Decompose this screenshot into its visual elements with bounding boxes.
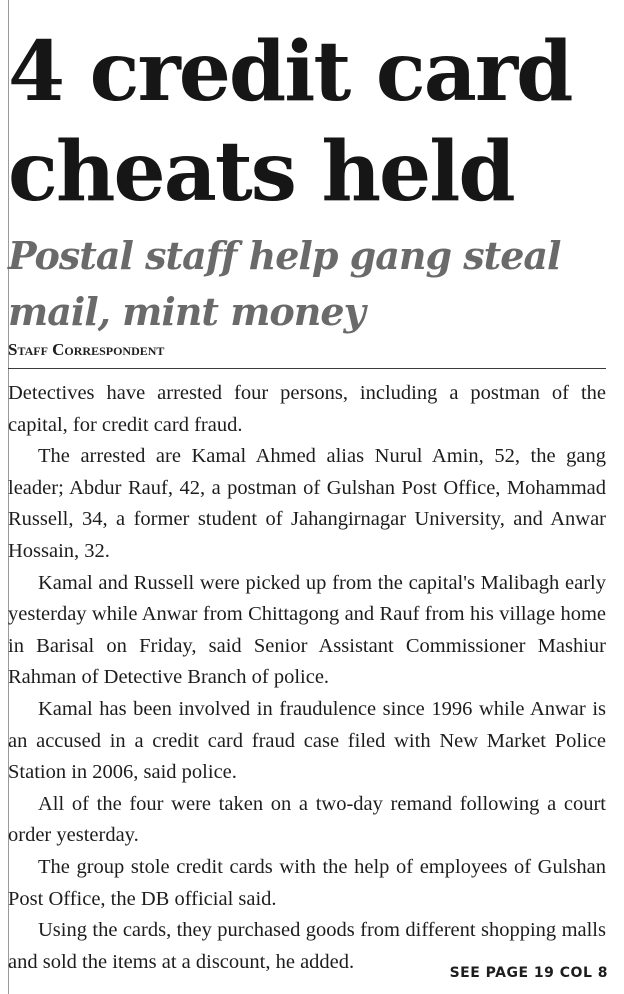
paragraph-history: Kamal has been involved in fraudulence since 1996 while Anwar is an accused in a credit card fraud case filed with New Market Police Station in 2006, said police. [8,697,606,784]
byline-divider [8,368,606,369]
byline: Staff Correspondent [8,340,165,359]
paragraph-remand: All of the four were taken on a two-day remand following a court order yesterday. [8,792,606,847]
paragraph-goods: Using the cards, they purchased goods from different shopping malls and sold the items at a discount, he added. [8,919,606,973]
continued-jump-line: SEE PAGE 19 COL 8 [449,965,608,981]
paragraph-arrested: The arrested are Kamal Ahmed alias Nurul Amin, 52, the gang leader; Abdur Rauf, 42, a postman of Gulshan Post Office, Mohammad Russell, 34, a former student of Jahangirnagar University, and Anwar Hossain, 32. [8,445,606,562]
paragraph-theft: The group stole credit cards with the help of employees of Gulshan Post Office, the DB official said. [8,855,606,910]
paragraph-intro: Detectives have arrested four persons, including a postman of the capital, for credit card fraud. [8,382,606,436]
headline: 4 credit card cheats held [8,24,572,220]
subheadline: Postal staff help gang steal mail, mint money [8,233,561,334]
paragraph-pickup: Kamal and Russell were picked up from the capital's Malibagh early yesterday while Anwar from Chittagong and Rauf from his village home in Barisal on Friday, said Senior Assistant Commissioner Mashiur Rahman of Detective Branch of police. [8,571,606,689]
article-body [8,378,606,978]
